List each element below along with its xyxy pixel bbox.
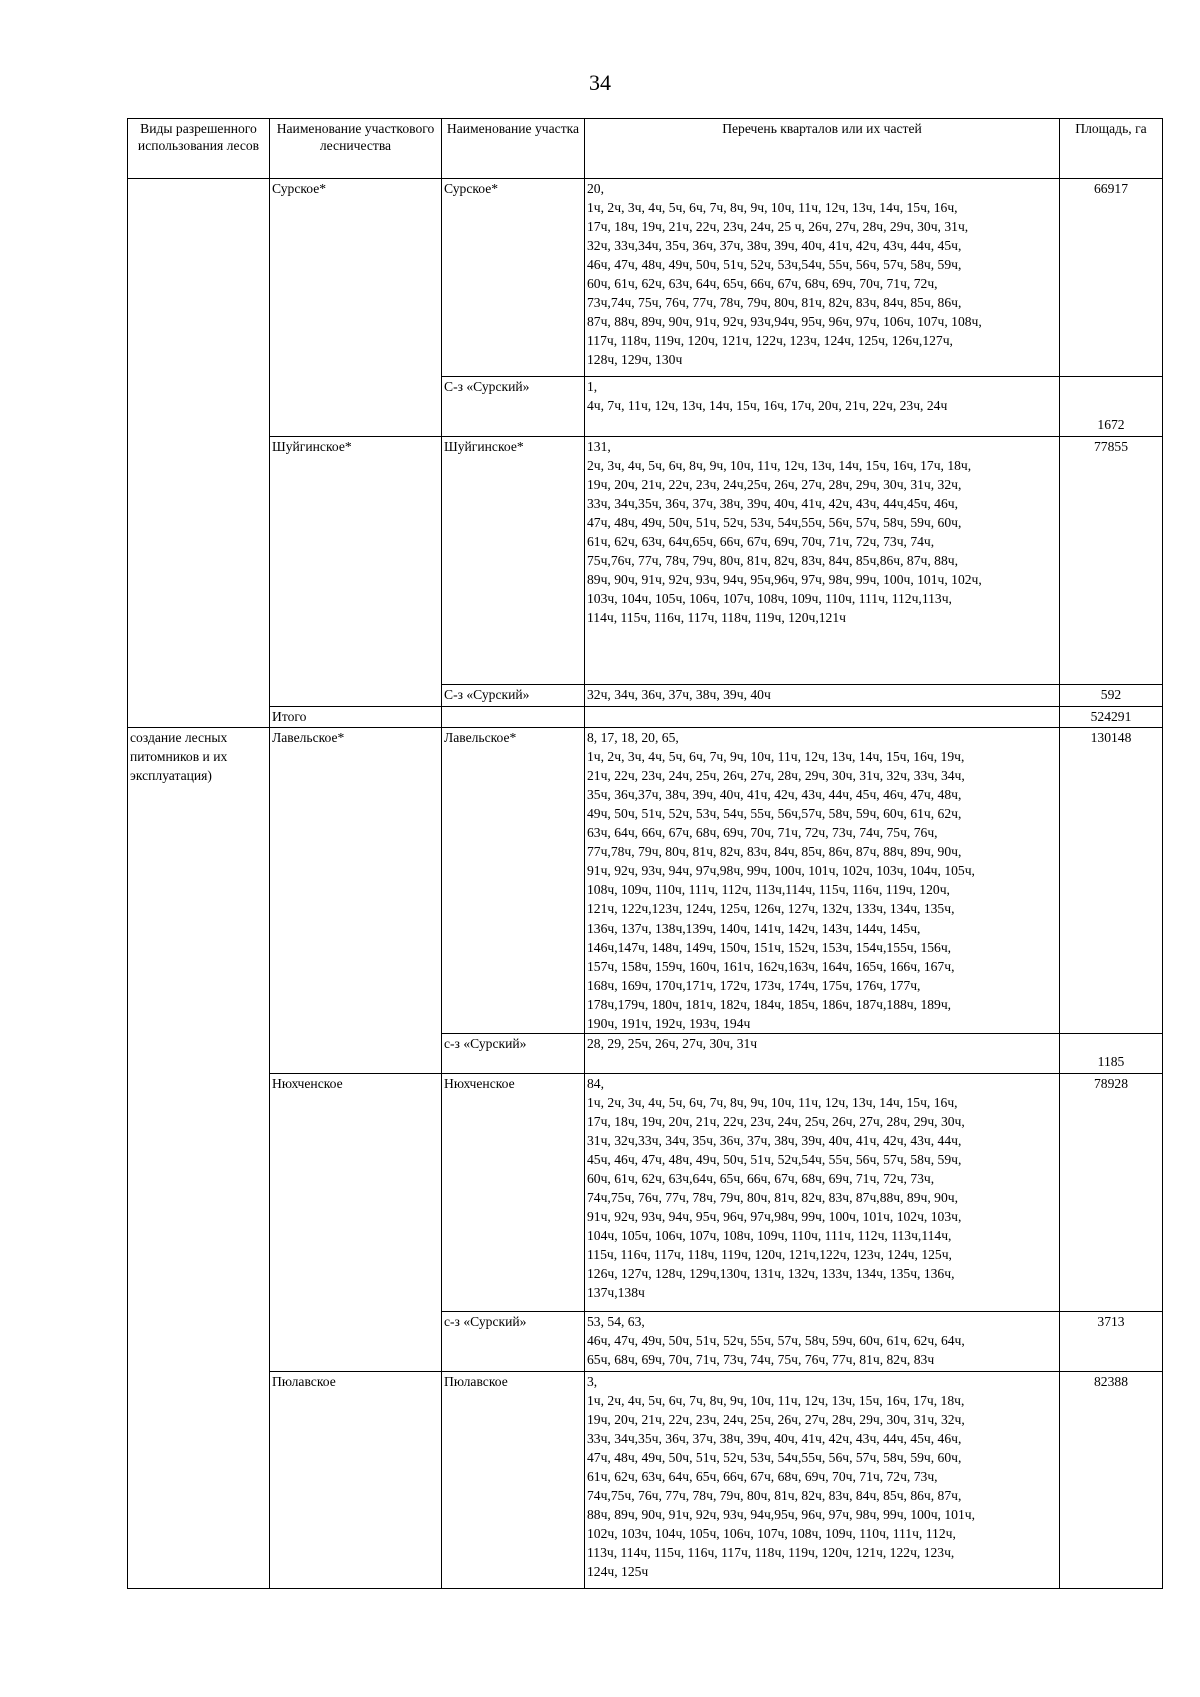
section-cell: Пюлавское [442, 1371, 585, 1588]
quarters-cell [585, 707, 1060, 728]
section-cell: С-з «Сурский» [442, 685, 585, 707]
table-row [128, 728, 1163, 1034]
quarters-cell: 1, 4ч, 7ч, 11ч, 12ч, 13ч, 14ч, 15ч, 16ч, 17ч, 20ч, 21ч, 22ч, 23ч, 24ч [585, 377, 1060, 437]
forestry-cell: Пюлавское [270, 1371, 442, 1588]
area-cell: 77855 [1060, 437, 1163, 685]
quarters-cell: 84, 1ч, 2ч, 3ч, 4ч, 5ч, 6ч, 7ч, 8ч, 9ч, 10ч, 11ч, 12ч, 13ч, 14ч, 15ч, 16ч, 17ч, 18ч, 19ч, 20ч, 21ч, 22ч, 23ч, 24ч, 25ч, 26ч, 27ч, 28ч, 29ч, 30ч, 31ч, 32ч,33ч, 34ч, 35ч, 36ч, 37ч, 38ч, 39ч, 40ч, 41ч, 42ч, 43ч, 44ч, 45ч, 46ч, 47ч, 48ч, 49ч, 50ч, 51ч, 52ч,54ч, 55ч, 56ч, 57ч, 58ч, 59ч, 60ч, 61ч, 62ч, 63ч,64ч, 65ч, 66ч, 67ч, 68ч, 69ч, 71ч, 72ч, 73ч, 74ч,75ч, 76ч, 77ч, 78ч, 79ч, 80ч, 81ч, 82ч, 83ч, 87ч,88ч, 89ч, 90ч, 91ч, 92ч, 93ч, 94ч, 95ч, 96ч, 97ч,98ч, 99ч, 100ч, 101ч, 102ч, 103ч, 104ч, 105ч, 106ч, 107ч, 108ч, 109ч, 110ч, 111ч, 112ч, 113ч,114ч, 115ч, 116ч, 117ч, 118ч, 119ч, 120ч, 121ч,122ч, 123ч, 124ч, 125ч, 126ч, 127ч, 128ч, 129ч,130ч, 131ч, 132ч, 133ч, 134ч, 135ч, 136ч, 137ч,138ч [585, 1073, 1060, 1311]
section-cell [442, 707, 585, 728]
quarters-cell: 28, 29, 25ч, 26ч, 27ч, 30ч, 31ч [585, 1033, 1060, 1073]
area-cell: 130148 [1060, 728, 1163, 1034]
area-cell: 592 [1060, 685, 1163, 707]
table-row [128, 1073, 1163, 1311]
section-cell: Лавельское* [442, 728, 585, 1034]
forestry-cell: Сурское* [270, 179, 442, 377]
table-row [128, 377, 1163, 437]
forestry-cell [270, 1033, 442, 1073]
table-row [128, 1371, 1163, 1588]
header-quarters: Перечень кварталов или их частей [585, 119, 1060, 179]
forestry-cell: Лавельское* [270, 728, 442, 1034]
header-forestry: Наименование участкового лесничества [270, 119, 442, 179]
total-row [128, 707, 1163, 728]
area-cell: 1672 [1060, 377, 1163, 437]
table-row [128, 437, 1163, 685]
forestry-cell [270, 377, 442, 437]
header-area: Площадь, га [1060, 119, 1163, 179]
forestry-cell [270, 685, 442, 707]
section-cell: Шуйгинское* [442, 437, 585, 685]
table-header-row [128, 119, 1163, 179]
quarters-cell: 131, 2ч, 3ч, 4ч, 5ч, 6ч, 8ч, 9ч, 10ч, 11ч, 12ч, 13ч, 14ч, 15ч, 16ч, 17ч, 18ч, 19ч, 20ч, 21ч, 22ч, 23ч, 24ч,25ч, 26ч, 27ч, 28ч, 29ч, 30ч, 31ч, 32ч, 33ч, 34ч,35ч, 36ч, 37ч, 38ч, 39ч, 40ч, 41ч, 42ч, 43ч, 44ч,45ч, 46ч, 47ч, 48ч, 49ч, 50ч, 51ч, 52ч, 53ч, 54ч,55ч, 56ч, 57ч, 58ч, 59ч, 60ч, 61ч, 62ч, 63ч, 64ч,65ч, 66ч, 67ч, 69ч, 70ч, 71ч, 72ч, 73ч, 74ч, 75ч,76ч, 77ч, 78ч, 79ч, 80ч, 81ч, 82ч, 83ч, 84ч, 85ч,86ч, 87ч, 88ч, 89ч, 90ч, 91ч, 92ч, 93ч, 94ч, 95ч,96ч, 97ч, 98ч, 99ч, 100ч, 101ч, 102ч, 103ч, 104ч, 105ч, 106ч, 107ч, 108ч, 109ч, 110ч, 111ч, 112ч,113ч, 114ч, 115ч, 116ч, 117ч, 118ч, 119ч, 120ч,121ч [585, 437, 1060, 685]
area-cell: 1185 [1060, 1033, 1163, 1073]
header-use-type: Виды разрешенного использования лесов [128, 119, 270, 179]
total-area-cell: 524291 [1060, 707, 1163, 728]
area-cell: 66917 [1060, 179, 1163, 377]
table-row [128, 685, 1163, 707]
quarters-cell: 3, 1ч, 2ч, 4ч, 5ч, 6ч, 7ч, 8ч, 9ч, 10ч, 11ч, 12ч, 13ч, 15ч, 16ч, 17ч, 18ч, 19ч, 20ч, 21ч, 22ч, 23ч, 24ч, 25ч, 26ч, 27ч, 28ч, 29ч, 30ч, 31ч, 32ч, 33ч, 34ч,35ч, 36ч, 37ч, 38ч, 39ч, 40ч, 41ч, 42ч, 43ч, 44ч, 45ч, 46ч, 47ч, 48ч, 49ч, 50ч, 51ч, 52ч, 53ч, 54ч,55ч, 56ч, 57ч, 58ч, 59ч, 60ч, 61ч, 62ч, 63ч, 64ч, 65ч, 66ч, 67ч, 68ч, 69ч, 70ч, 71ч, 72ч, 73ч, 74ч,75ч, 76ч, 77ч, 78ч, 79ч, 80ч, 81ч, 82ч, 83ч, 84ч, 85ч, 86ч, 87ч, 88ч, 89ч, 90ч, 91ч, 92ч, 93ч, 94ч,95ч, 96ч, 97ч, 98ч, 99ч, 100ч, 101ч, 102ч, 103ч, 104ч, 105ч, 106ч, 107ч, 108ч, 109ч, 110ч, 111ч, 112ч, 113ч, 114ч, 115ч, 116ч, 117ч, 118ч, 119ч, 120ч, 121ч, 122ч, 123ч, 124ч, 125ч [585, 1371, 1060, 1588]
section-cell: Сурское* [442, 179, 585, 377]
forestry-cell: Нюхченское [270, 1073, 442, 1311]
table-row [128, 1311, 1163, 1371]
table-row [128, 1033, 1163, 1073]
quarters-cell: 53, 54, 63, 46ч, 47ч, 49ч, 50ч, 51ч, 52ч, 55ч, 57ч, 58ч, 59ч, 60ч, 61ч, 62ч, 64ч, 65ч, 68ч, 69ч, 70ч, 71ч, 73ч, 74ч, 75ч, 76ч, 77ч, 81ч, 82ч, 83ч [585, 1311, 1060, 1371]
section-cell: Нюхченское [442, 1073, 585, 1311]
header-section: Наименование участка [442, 119, 585, 179]
area-cell: 82388 [1060, 1371, 1163, 1588]
use-type-cell-empty [128, 179, 270, 728]
section-cell: с-з «Сурский» [442, 1311, 585, 1371]
forestry-cell [270, 1311, 442, 1371]
quarters-cell: 32ч, 34ч, 36ч, 37ч, 38ч, 39ч, 40ч [585, 685, 1060, 707]
area-cell: 3713 [1060, 1311, 1163, 1371]
forestry-cell: Шуйгинское* [270, 437, 442, 685]
forest-quarters-table [127, 118, 1163, 1589]
table-row [128, 179, 1163, 377]
page-number: 34 [589, 70, 611, 95]
area-cell: 78928 [1060, 1073, 1163, 1311]
total-label: Итого [270, 707, 442, 728]
section-cell: С-з «Сурский» [442, 377, 585, 437]
quarters-cell: 20, 1ч, 2ч, 3ч, 4ч, 5ч, 6ч, 7ч, 8ч, 9ч, 10ч, 11ч, 12ч, 13ч, 14ч, 15ч, 16ч, 17ч, 18ч, 19ч, 21ч, 22ч, 23ч, 24ч, 25 ч, 26ч, 27ч, 28ч, 29ч, 30ч, 31ч, 32ч, 33ч,34ч, 35ч, 36ч, 37ч, 38ч, 39ч, 40ч, 41ч, 42ч, 43ч, 44ч, 45ч, 46ч, 47ч, 48ч, 49ч, 50ч, 51ч, 52ч, 53ч,54ч, 55ч, 56ч, 57ч, 58ч, 59ч, 60ч, 61ч, 62ч, 63ч, 64ч, 65ч, 66ч, 67ч, 68ч, 69ч, 70ч, 71ч, 72ч, 73ч,74ч, 75ч, 76ч, 77ч, 78ч, 79ч, 80ч, 81ч, 82ч, 83ч, 84ч, 85ч, 86ч, 87ч, 88ч, 89ч, 90ч, 91ч, 92ч, 93ч,94ч, 95ч, 96ч, 97ч, 106ч, 107ч, 108ч, 117ч, 118ч, 119ч, 120ч, 121ч, 122ч, 123ч, 124ч, 125ч, 126ч,127ч, 128ч, 129ч, 130ч [585, 179, 1060, 377]
section-cell: с-з «Сурский» [442, 1033, 585, 1073]
quarters-cell: 8, 17, 18, 20, 65, 1ч, 2ч, 3ч, 4ч, 5ч, 6ч, 7ч, 9ч, 10ч, 11ч, 12ч, 13ч, 14ч, 15ч, 16ч, 19ч, 21ч, 22ч, 23ч, 24ч, 25ч, 26ч, 27ч, 28ч, 29ч, 30ч, 31ч, 32ч, 33ч, 34ч, 35ч, 36ч,37ч, 38ч, 39ч, 40ч, 41ч, 42ч, 43ч, 44ч, 45ч, 46ч, 47ч, 48ч, 49ч, 50ч, 51ч, 52ч, 53ч, 54ч, 55ч, 56ч,57ч, 58ч, 59ч, 60ч, 61ч, 62ч, 63ч, 64ч, 66ч, 67ч, 68ч, 69ч, 70ч, 71ч, 72ч, 73ч, 74ч, 75ч, 76ч, 77ч,78ч, 79ч, 80ч, 81ч, 82ч, 83ч, 84ч, 85ч, 86ч, 87ч, 88ч, 89ч, 90ч, 91ч, 92ч, 93ч, 94ч, 97ч,98ч, 99ч, 100ч, 101ч, 102ч, 103ч, 104ч, 105ч, 108ч, 109ч, 110ч, 111ч, 112ч, 113ч,114ч, 115ч, 116ч, 119ч, 120ч, 121ч, 122ч,123ч, 124ч, 125ч, 126ч, 127ч, 132ч, 133ч, 134ч, 135ч, 136ч, 137ч, 138ч,139ч, 140ч, 141ч, 142ч, 143ч, 144ч, 145ч, 146ч,147ч, 148ч, 149ч, 150ч, 151ч, 152ч, 153ч, 154ч,155ч, 156ч, 157ч, 158ч, 159ч, 160ч, 161ч, 162ч,163ч, 164ч, 165ч, 166ч, 167ч, 168ч, 169ч, 170ч,171ч, 172ч, 173ч, 174ч, 175ч, 176ч, 177ч, 178ч,179ч, 180ч, 181ч, 182ч, 184ч, 185ч, 186ч, 187ч,188ч, 189ч, 190ч, 191ч, 192ч, 193ч, 194ч [585, 728, 1060, 1034]
use-type-cell: создание лесных питомников и их эксплуатация) [128, 728, 270, 1589]
